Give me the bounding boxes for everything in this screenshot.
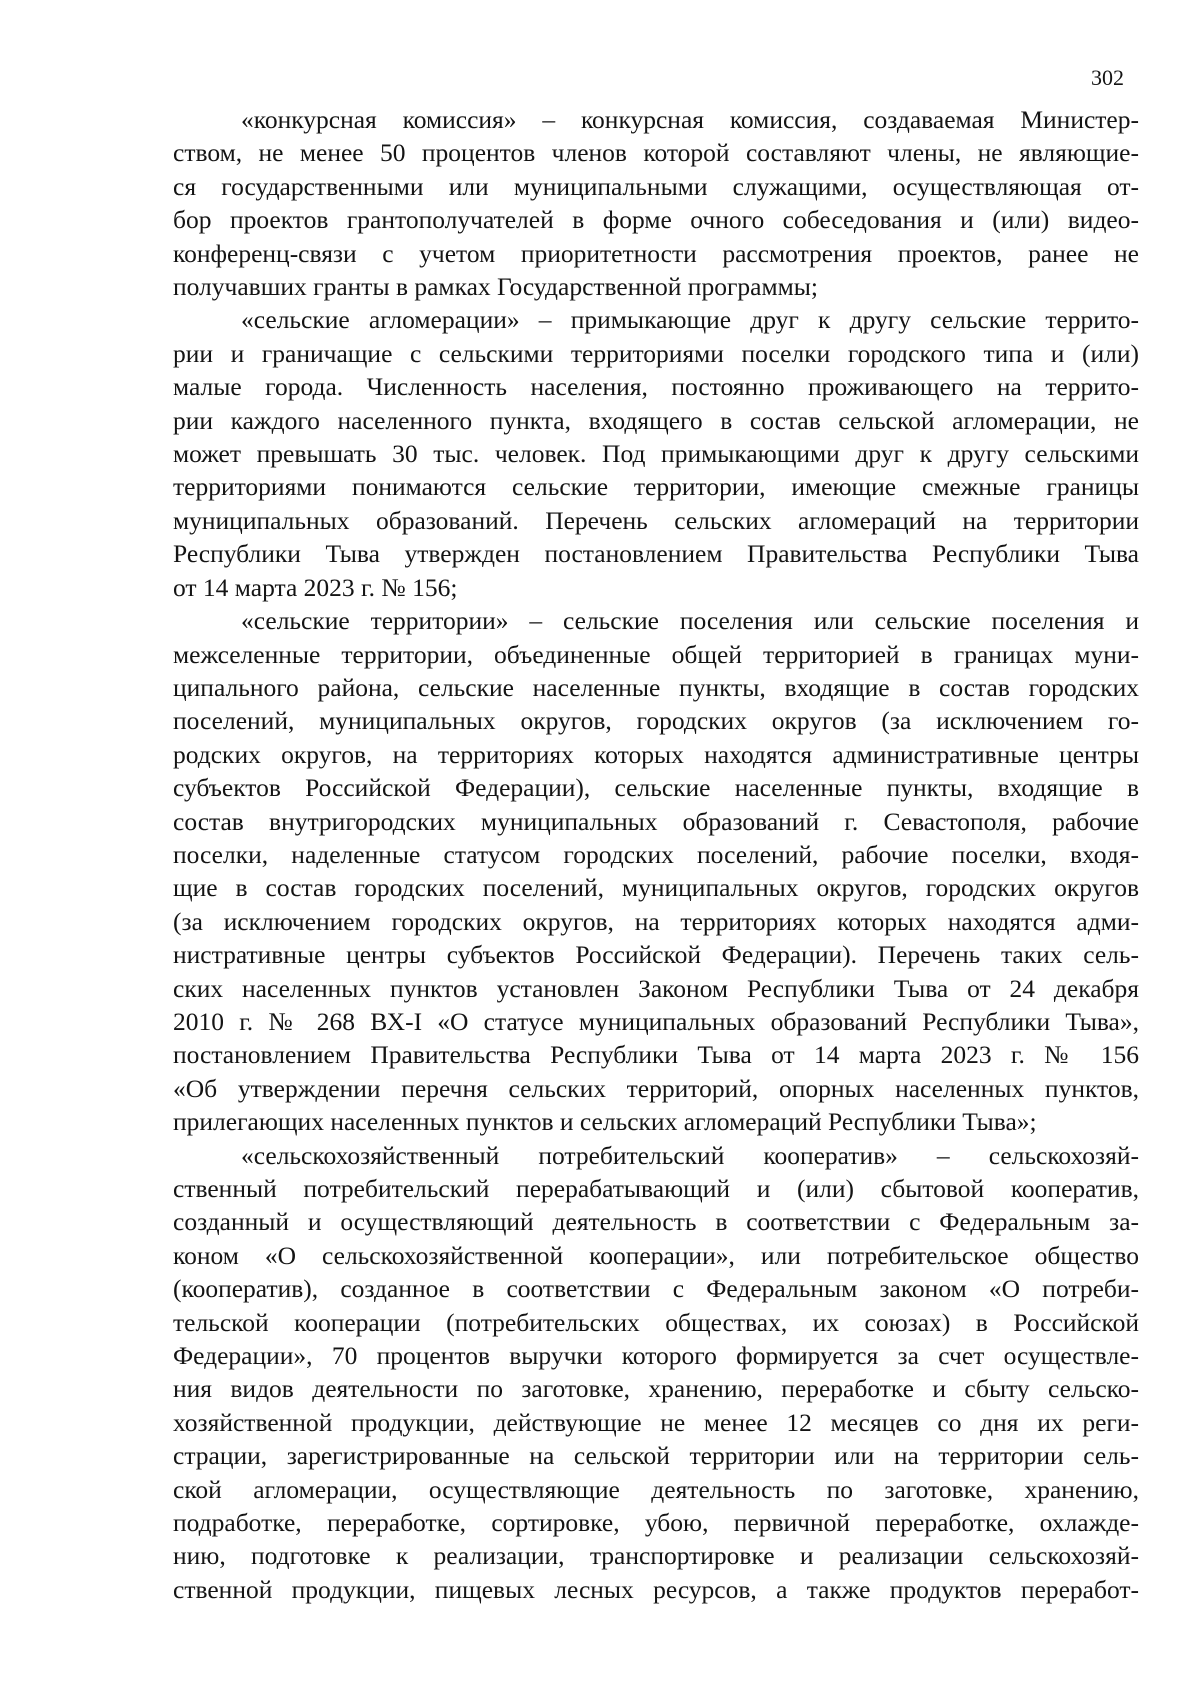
text-line: ских населенных пунктов установлен Законом Республики Тыва от 24 декабря	[173, 973, 1139, 1003]
text-line: бор проектов грантополучателей в форме очного собеседования и (или) видео-	[173, 205, 1139, 235]
text-line: муниципальных образований. Перечень сельских агломераций на территории	[173, 505, 1139, 535]
text-line: Федерации», 70 процентов выручки которого формируется за счет осуществле-	[173, 1341, 1139, 1371]
text-line: малые города. Численность населения, постоянно проживающего на террито-	[173, 372, 1139, 402]
text-line: 2010 г. № 268 ВХ-I «О статусе муниципальных образований Республики Тыва»,	[173, 1006, 1139, 1036]
text-line: нистративные центры субъектов Российской Федерации). Перечень таких сель-	[173, 940, 1139, 970]
page-number: 302	[1091, 65, 1124, 90]
text-line: страции, зарегистрированные на сельской территории или на территории сель-	[173, 1441, 1139, 1471]
text-line: созданный и осуществляющий деятельность в соответствии с Федеральным за-	[173, 1207, 1139, 1237]
text-line: рии и граничащие с сельскими территориями поселки городского типа и (или)	[173, 338, 1139, 368]
text-line: (кооператив), созданное в соответствии с Федеральным законом «О потреби-	[173, 1274, 1139, 1304]
text-line: получавших гранты в рамках Государственной программы;	[173, 272, 818, 302]
text-line: конференц-связи с учетом приоритетности рассмотрения проектов, ранее не	[173, 238, 1139, 268]
text-line: тельской кооперации (потребительских обществах, их союзах) в Российской	[173, 1307, 1139, 1337]
text-line: ципального района, сельские населенные пункты, входящие в состав городских	[173, 672, 1139, 702]
text-line: «сельские агломерации» – примыкающие друг к другу сельские террито-	[241, 305, 1139, 335]
text-line: может превышать 30 тыс. человек. Под примыкающими друг к другу сельскими	[173, 439, 1139, 469]
paragraph-definition-rural-territories	[173, 604, 1139, 1139]
text-line: Республики Тыва утвержден постановлением Правительства Республики Тыва	[173, 539, 1139, 569]
text-line: межселенные территории, объединенные общей территорией в границах муни-	[173, 639, 1139, 669]
text-line: нию, подготовке к реализации, транспортировке и реализации сельскохозяй-	[173, 1541, 1139, 1571]
text-line: родских округов, на территориях которых находятся административные центры	[173, 739, 1139, 769]
text-line: «конкурсная комиссия» – конкурсная комиссия, создаваемая Министер-	[241, 105, 1139, 134]
text-line: поселки, наделенные статусом городских поселений, рабочие поселки, входя-	[173, 839, 1139, 869]
text-line: ской агломерации, осуществляющие деятельность по заготовке, хранению,	[173, 1474, 1139, 1504]
text-line: рии каждого населенного пункта, входящего в состав сельской агломерации, не	[173, 405, 1139, 435]
text-line: ством, не менее 50 процентов членов которой составляют члены, не являющие-	[173, 138, 1139, 168]
text-line: «сельские территории» – сельские поселения или сельские поселения и	[241, 606, 1139, 636]
text-line: «Об утверждении перечня сельских территорий, опорных населенных пунктов,	[173, 1073, 1139, 1103]
text-line: субъектов Российской Федерации), сельские населенные пункты, входящие в	[173, 773, 1139, 803]
text-line: (за исключением городских округов, на территориях которых находятся адми-	[173, 906, 1139, 936]
text-line: поселений, муниципальных округов, городских округов (за исключением го-	[173, 706, 1139, 736]
text-line: коном «О сельскохозяйственной кооперации», или потребительское общество	[173, 1240, 1139, 1270]
paragraph-definition-contest-commission	[173, 103, 1139, 303]
text-line: ния видов деятельности по заготовке, хранению, переработке и сбыту сельско-	[173, 1374, 1139, 1404]
text-line: постановлением Правительства Республики Тыва от 14 марта 2023 г. № 156	[173, 1040, 1139, 1070]
text-line: хозяйственной продукции, действующие не менее 12 месяцев со дня их реги-	[173, 1407, 1139, 1437]
document-body	[173, 103, 1139, 1606]
paragraph-definition-agricultural-cooperative	[173, 1139, 1139, 1607]
text-line: прилегающих населенных пунктов и сельских агломераций Республики Тыва»;	[173, 1107, 1037, 1137]
text-line: территориями понимаются сельские территории, имеющие смежные границы	[173, 472, 1139, 502]
paragraph-definition-rural-agglomerations	[173, 303, 1139, 604]
text-line: ся государственными или муниципальными служащими, осуществляющая от-	[173, 171, 1139, 201]
text-line: состав внутригородских муниципальных образований г. Севастополя, рабочие	[173, 806, 1139, 836]
text-line: ственный потребительский перерабатывающий и (или) сбытовой кооператив,	[173, 1174, 1139, 1203]
text-line: от 14 марта 2023 г. № 156;	[173, 572, 458, 602]
text-line: ственной продукции, пищевых лесных ресурсов, а также продуктов переработ-	[173, 1574, 1139, 1604]
text-line: «сельскохозяйственный потребительский кооператив» – сельскохозяй-	[241, 1140, 1139, 1170]
text-line: щие в состав городских поселений, муниципальных округов, городских округов	[173, 873, 1139, 903]
text-line: подработке, переработке, сортировке, убою, первичной переработке, охлажде-	[173, 1508, 1139, 1538]
